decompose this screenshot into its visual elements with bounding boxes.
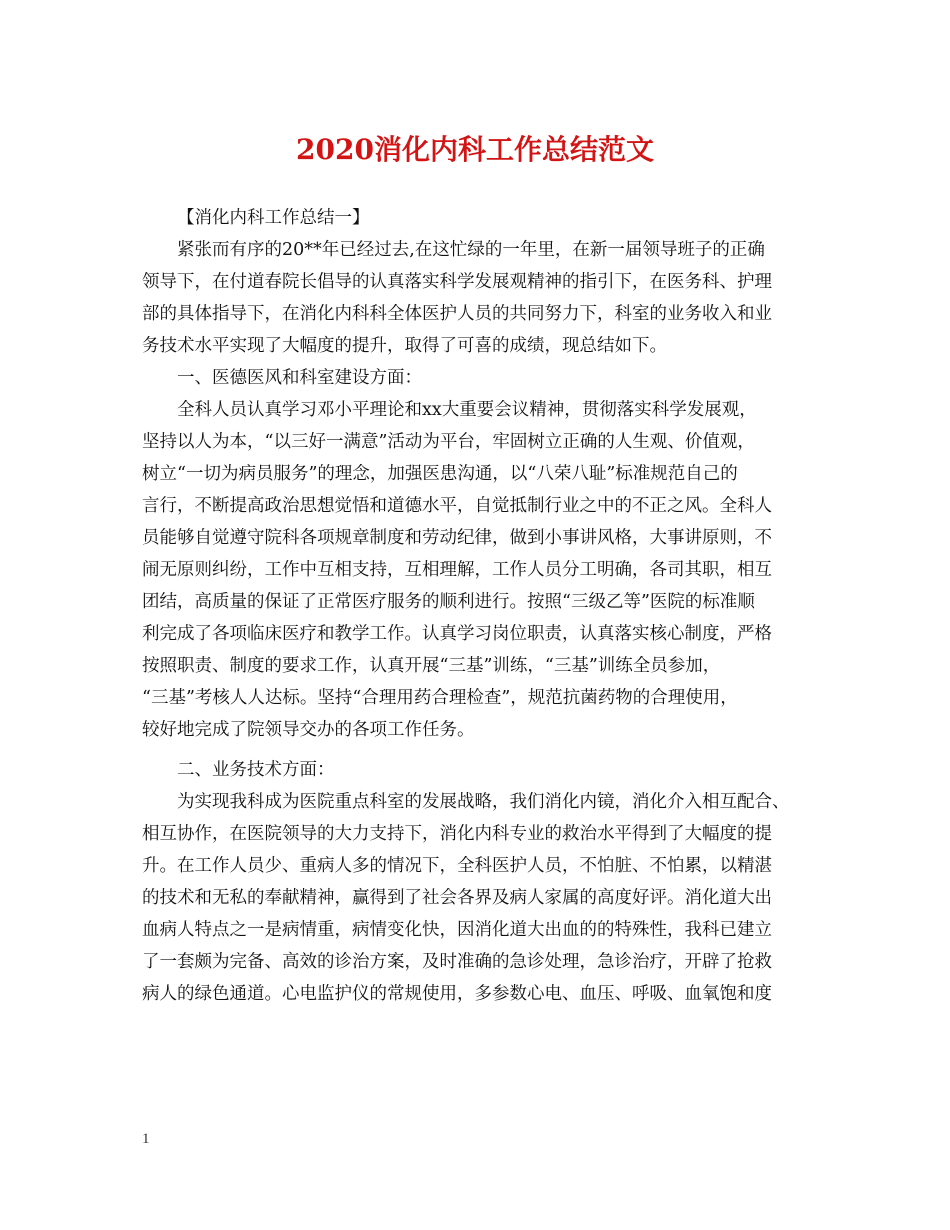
paragraph-line: 较好地完成了院领导交办的各项工作任务。 [142,720,475,740]
paragraph-line: 领导下，在付道春院长倡导的认真落实科学发展观精神的指引下，在医务科、护理 [142,272,772,292]
paragraph-line: 了一套颇为完备、高效的诊治方案，及时准确的急诊处理，急诊治疗，开辟了抢救 [142,952,772,972]
paragraph-line: 的技术和无私的奉献精神，赢得到了社会各界及病人家属的高度好评。消化道大出 [142,888,772,908]
paragraph-line: 务技术水平实现了大幅度的提升，取得了可喜的成绩，现总结如下。 [142,336,667,356]
paragraph-line: 利完成了各项临床医疗和教学工作。认真学习岗位职责，认真落实核心制度，严格 [142,624,772,644]
section-heading: 二、业务技术方面： [177,760,335,780]
paragraph-line: 为实现我科成为医院重点科室的发展战略，我们消化内镜，消化介入相互配合、 [177,792,790,812]
paragraph-line: 升。在工作人员少、重病人多的情况下，全科医护人员，不怕脏、不怕累，以精湛 [142,856,772,876]
paragraph-line: 闹无原则纠纷，工作中互相支持，互相理解，工作人员分工明确，各司其职，相互 [142,560,772,580]
paragraph-line: 按照职责、制度的要求工作，认真开展“三基”训练，“三基”训练全员参加， [142,656,721,676]
paragraph-line: 坚持以人为本，“以三好一满意”活动为平台，牢固树立正确的人生观、价值观， [142,432,755,452]
section-heading: 一、医德医风和科室建设方面： [177,368,422,388]
document-body [142,202,812,1010]
page-number: 1 [142,1131,150,1147]
paragraph-line: 树立“一切为病员服务”的理念，加强医患沟通，以“八荣八耻”标准规范自己的 [142,464,738,484]
paragraph-line: 全科人员认真学习邓小平理论和xx大重要会议精神，贯彻落实科学发展观， [177,400,757,420]
paragraph-gap [142,746,812,754]
paragraph-line: 员能够自觉遵守院科各项规章制度和劳动纪律，做到小事讲风格，大事讲原则，不 [142,528,772,548]
paragraph-line: 血病人特点之一是病情重，病情变化快，因消化道大出血的的特殊性，我科已建立 [142,920,772,940]
paragraph-line: 团结，高质量的保证了正常医疗服务的顺利进行。按照“三级乙等”医院的标准顺 [142,592,755,612]
paragraph-line: 部的具体指导下，在消化内科科全体医护人员的共同努力下，科室的业务收入和业 [142,304,772,324]
paragraph-line: “三基”考核人人达标。坚持“合理用药合理检查”，规范抗菌药物的合理使用， [142,688,738,708]
paragraph-line: 相互协作，在医院领导的大力支持下，消化内科专业的救治水平得到了大幅度的提 [142,824,772,844]
paragraph-line: 病人的绿色通道。心电监护仪的常规使用，多参数心电、血压、呼吸、血氧饱和度 [142,984,772,1004]
document-title: 2020消化内科工作总结范文 [296,133,654,166]
section-heading: 【消化内科工作总结一】 [177,208,370,228]
paragraph-line: 紧张而有序的20**年已经过去,在这忙绿的一年里，在新一届领导班子的正确 [177,240,765,260]
paragraph-line: 言行，不断提高政治思想觉悟和道德水平，自觉抵制行业之中的不正之风。全科人 [142,496,772,516]
